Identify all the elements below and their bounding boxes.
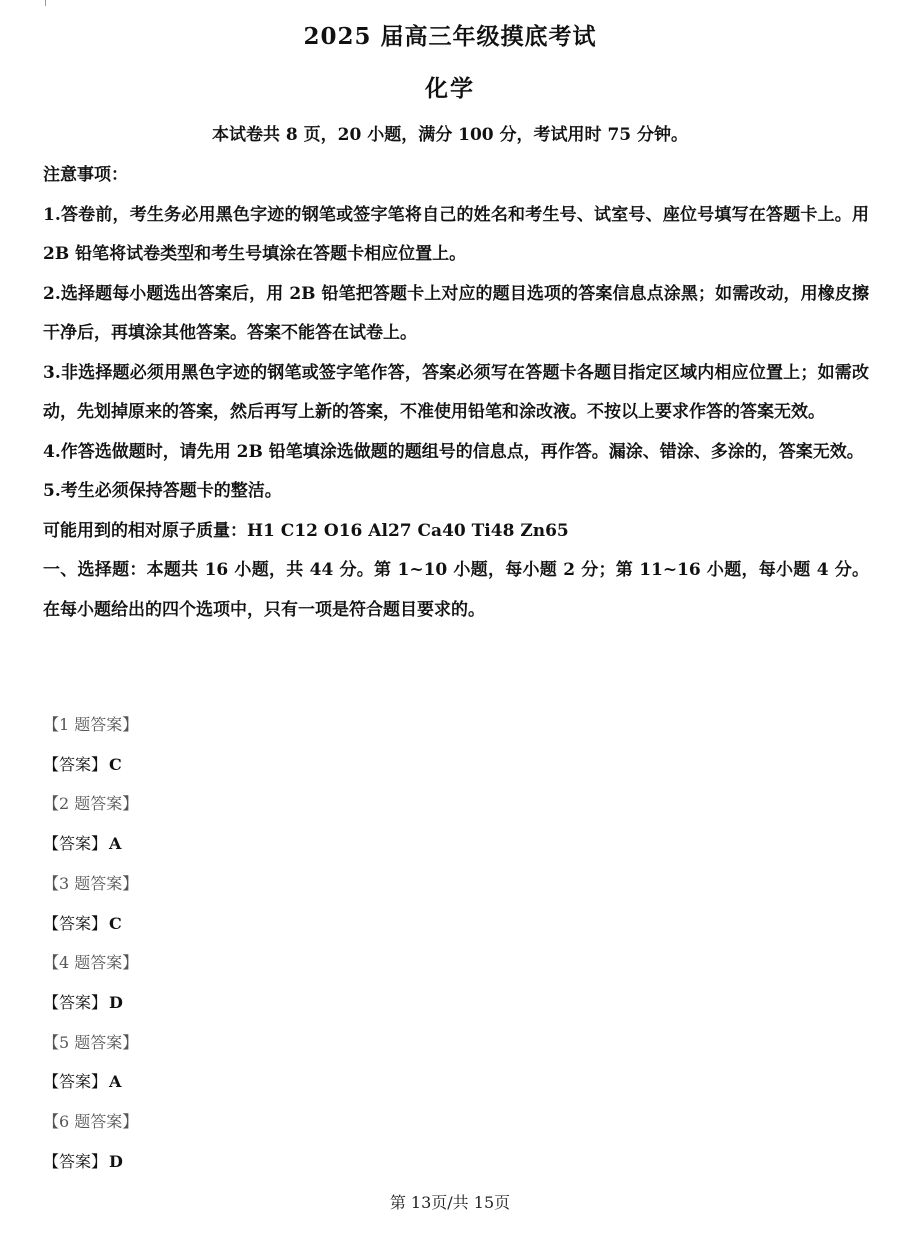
answer-prefix: 【答案】: [43, 1072, 108, 1092]
notice-item-2: 2.选择题每小题选出答案后，用 2B 铅笔把答题卡上对应的题目选项的答案信息点涂黑；如需改动，用橡皮擦干净后，再填涂其他答案。答案不能答在试卷上。: [43, 283, 869, 343]
exam-title: 2025 届高三年级摸底考试: [303, 23, 597, 50]
notice-section: [43, 156, 869, 630]
answer-value: C: [109, 913, 122, 933]
answer-prefix: 【答案】: [43, 992, 108, 1012]
answer-question-label: 【5 题答案】: [43, 1032, 139, 1052]
answer-prefix: 【答案】: [43, 1151, 108, 1171]
answer-value: A: [109, 1072, 122, 1092]
answer-line: [43, 1142, 443, 1182]
notice-item-5: 5.考生必须保持答题卡的整洁。: [43, 481, 282, 501]
notice-item-1: 1.答卷前，考生务必用黑色字迹的钢笔或签字笔将自己的姓名和考生号、试室号、座位号填写在答题卡上。用 2B 铅笔将试卷类型和考生号填涂在答题卡相应位置上。: [43, 204, 869, 264]
answer-line: [43, 904, 443, 944]
exam-meta: 本试卷共 8 页，20 小题，满分 100 分，考试用时 75 分钟。: [211, 125, 689, 145]
answer-question-label: 【1 题答案】: [43, 715, 139, 734]
answer-question-label: 【4 题答案】: [43, 953, 139, 973]
answer-value: A: [109, 834, 122, 854]
answer-list: [43, 705, 443, 1181]
answer-line: [43, 824, 443, 864]
atomic-masses: 可能用到的相对原子质量：H1 C12 O16 Al27 Ca40 Ti48 Zn65: [43, 520, 569, 541]
answer-prefix: 【答案】: [43, 913, 108, 933]
answer-line: [43, 983, 443, 1023]
section-one-instructions: 一、选择题：本题共 16 小题，共 44 分。第 1~10 小题，每小题 2 分；第 11~16 小题，每小题 4 分。在每小题给出的四个选项中，只有一项是符合题目要求的。: [43, 560, 869, 620]
answer-line: [43, 745, 443, 785]
answer-prefix: 【答案】: [43, 754, 108, 774]
answer-line: [43, 1062, 443, 1102]
answer-question-label: 【3 题答案】: [43, 873, 139, 893]
answer-value: C: [109, 754, 122, 774]
answer-value: D: [109, 992, 123, 1012]
notice-heading: 注意事项：: [43, 165, 128, 185]
notice-item-3: 3.非选择题必须用黑色字迹的钢笔或签字笔作答，答案必须写在答题卡各题目指定区域内相应位置上；如需改动，先划掉原来的答案，然后再写上新的答案，不准使用铅笔和涂改液。不按以上要求作答的答案无效。: [43, 362, 869, 422]
exam-subject: 化学: [425, 75, 475, 102]
answer-question-label: 【6 题答案】: [43, 1112, 139, 1132]
notice-item-4: 4.作答选做题时，请先用 2B 铅笔填涂选做题的题组号的信息点，再作答。漏涂、错涂、多涂的，答案无效。: [43, 441, 864, 462]
answer-value: D: [109, 1151, 123, 1171]
page-number: 第 13页/共 15页: [389, 1193, 511, 1212]
answer-prefix: 【答案】: [43, 834, 108, 854]
answer-question-label: 【2 题答案】: [43, 794, 139, 814]
corner-crop-mark: [45, 0, 46, 6]
